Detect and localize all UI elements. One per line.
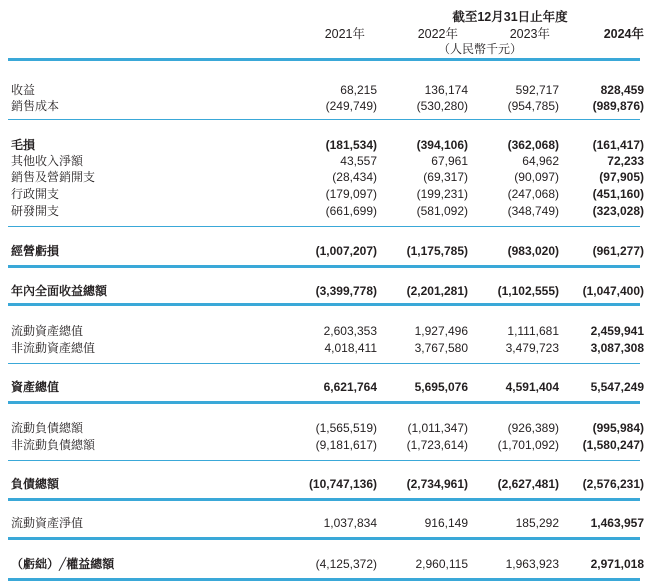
value-2023: (926,389) xyxy=(507,421,559,435)
row-label: 研發開支 xyxy=(11,204,60,218)
table-row xyxy=(8,515,648,531)
value-2022: (199,231) xyxy=(416,187,468,201)
unit-label: （人民幣千元） xyxy=(437,42,522,56)
value-2023: 1,111,681 xyxy=(507,324,559,338)
value-2022: 1,927,496 xyxy=(414,324,468,338)
table-row xyxy=(8,437,648,453)
value-2021: 43,557 xyxy=(340,154,377,168)
value-2021: (1,565,519) xyxy=(315,421,377,435)
value-2022: 916,149 xyxy=(424,516,468,530)
value-2022: 3,767,580 xyxy=(414,341,468,355)
table-row xyxy=(8,243,648,259)
value-2024: 1,463,957 xyxy=(590,516,644,530)
value-2023: (1,102,555) xyxy=(497,284,559,298)
table-row xyxy=(8,186,648,202)
year-2023: 2023年 xyxy=(509,27,550,41)
value-2024: (989,876) xyxy=(592,99,644,113)
value-2023: 592,717 xyxy=(515,83,559,97)
value-2023: (90,097) xyxy=(514,170,559,184)
section-rule xyxy=(8,226,640,227)
value-2021: (4,125,372) xyxy=(315,557,377,571)
value-2023: (1,701,092) xyxy=(497,438,559,452)
value-2022: (1,723,614) xyxy=(406,438,468,452)
table-row xyxy=(8,98,648,114)
section-rule xyxy=(8,303,640,306)
section-rule xyxy=(8,460,640,461)
value-2024: (995,984) xyxy=(592,421,644,435)
value-2023: (348,749) xyxy=(507,204,559,218)
section-rule xyxy=(8,498,640,501)
value-2022: (394,106) xyxy=(416,138,468,152)
table-row xyxy=(8,340,648,356)
table-row xyxy=(8,476,648,492)
value-2024: (451,160) xyxy=(592,187,644,201)
value-2024: (323,028) xyxy=(592,204,644,218)
value-2024: (2,576,231) xyxy=(582,477,644,491)
row-label: 年內全面收益總額 xyxy=(11,284,108,298)
value-2021: (181,534) xyxy=(325,138,377,152)
year-2022: 2022年 xyxy=(417,27,458,41)
value-2024: (1,047,400) xyxy=(582,284,644,298)
value-2022: (1,011,347) xyxy=(407,421,468,435)
section-rule xyxy=(8,119,640,120)
value-2022: (1,175,785) xyxy=(406,244,468,258)
value-2023: (362,068) xyxy=(507,138,559,152)
value-2024: 2,971,018 xyxy=(590,557,644,571)
value-2023: 3,479,723 xyxy=(505,341,559,355)
table-row xyxy=(8,169,648,185)
value-2023: 1,963,923 xyxy=(505,557,559,571)
value-2021: 68,215 xyxy=(340,83,377,97)
value-2023: 4,591,404 xyxy=(505,380,559,394)
period-heading: 截至12月31日止年度 xyxy=(452,10,568,24)
row-label: 流動負債總額 xyxy=(11,421,84,435)
value-2023: (247,068) xyxy=(507,187,559,201)
row-label: 毛損 xyxy=(11,138,36,152)
value-2021: (249,749) xyxy=(325,99,377,113)
value-2021: (179,097) xyxy=(325,187,377,201)
table-row xyxy=(8,323,648,339)
value-2024: 72,233 xyxy=(607,154,644,168)
value-2022: 67,961 xyxy=(431,154,468,168)
value-2021: (1,007,207) xyxy=(315,244,377,258)
value-2024: (161,417) xyxy=(592,138,644,152)
value-2024: 3,087,308 xyxy=(590,341,644,355)
value-2022: (2,734,961) xyxy=(406,477,468,491)
value-2024: (97,905) xyxy=(599,170,644,184)
section-rule xyxy=(8,265,640,268)
section-rule xyxy=(8,537,640,540)
value-2021: (3,399,778) xyxy=(315,284,377,298)
value-2023: (2,627,481) xyxy=(497,477,559,491)
value-2022: 136,174 xyxy=(424,83,468,97)
table-row xyxy=(8,82,648,98)
section-rule xyxy=(8,363,640,364)
value-2023: (954,785) xyxy=(507,99,559,113)
value-2021: (28,434) xyxy=(332,170,377,184)
row-label: 經營虧損 xyxy=(11,244,60,258)
section-rule xyxy=(8,401,640,404)
value-2022: (530,280) xyxy=(416,99,468,113)
value-2024: (961,277) xyxy=(592,244,644,258)
value-2022: (581,092) xyxy=(416,204,468,218)
row-label: （虧絀）╱權益總額 xyxy=(11,557,115,571)
year-2021: 2021年 xyxy=(324,27,365,41)
value-2021: 4,018,411 xyxy=(324,341,377,355)
row-label: 流動資產總值 xyxy=(11,324,84,338)
value-2021: (661,699) xyxy=(325,204,377,218)
row-label: 行政開支 xyxy=(11,187,60,201)
value-2024: 828,459 xyxy=(600,83,644,97)
value-2023: 185,292 xyxy=(515,516,559,530)
value-2021: 1,037,834 xyxy=(323,516,377,530)
table-row xyxy=(8,137,648,153)
row-label: 銷售成本 xyxy=(11,99,60,113)
value-2024: (1,580,247) xyxy=(582,438,644,452)
value-2022: 2,960,115 xyxy=(415,557,468,571)
row-label: 負債總額 xyxy=(11,477,60,491)
value-2022: 5,695,076 xyxy=(414,380,468,394)
row-label: 收益 xyxy=(11,83,36,97)
header-rule xyxy=(8,58,640,61)
value-2022: (69,317) xyxy=(423,170,468,184)
value-2021: (10,747,136) xyxy=(308,477,377,491)
value-2024: 5,547,249 xyxy=(590,380,644,394)
row-label: 銷售及營銷開支 xyxy=(11,170,96,184)
row-label: 非流動資產總值 xyxy=(11,341,96,355)
footer-rule xyxy=(8,578,640,581)
row-label: 非流動負債總額 xyxy=(11,438,96,452)
value-2021: (9,181,617) xyxy=(315,438,377,452)
row-label: 其他收入淨額 xyxy=(11,154,84,168)
value-2023: (983,020) xyxy=(507,244,559,258)
year-2024: 2024年 xyxy=(603,27,644,41)
table-row xyxy=(8,420,648,436)
value-2021: 2,603,353 xyxy=(323,324,377,338)
row-label: 資產總值 xyxy=(11,380,60,394)
value-2024: 2,459,941 xyxy=(590,324,644,338)
value-2023: 64,962 xyxy=(522,154,559,168)
table-row xyxy=(8,379,648,395)
row-label: 流動資產淨值 xyxy=(11,516,84,530)
table-row xyxy=(8,283,648,299)
value-2022: (2,201,281) xyxy=(406,284,468,298)
table-row xyxy=(8,203,648,219)
table-row xyxy=(8,556,648,572)
table-row xyxy=(8,153,648,169)
value-2021: 6,621,764 xyxy=(323,380,377,394)
